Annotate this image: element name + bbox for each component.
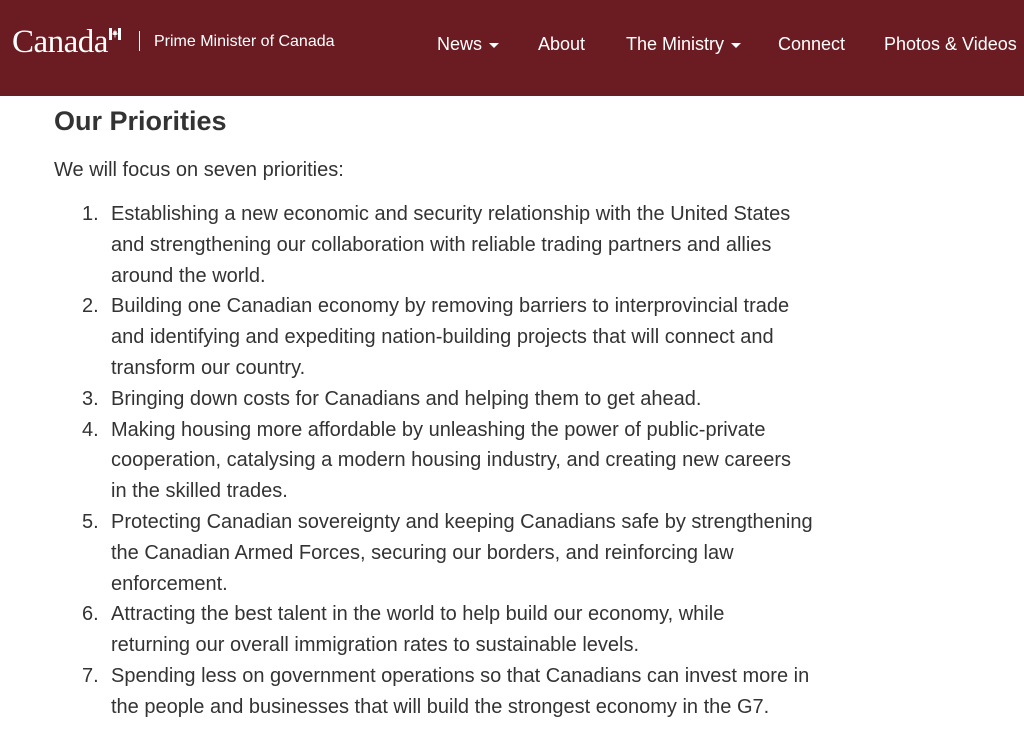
site-header (0, 0, 1024, 96)
priority-item (54, 507, 813, 599)
nav-item-label: About (538, 34, 586, 54)
priority-text-line: Bringing down costs for Canadians and helping them to get ahead. (111, 387, 702, 410)
priority-text-line: the Canadian Armed Forces, securing our borders, and reinforcing law (111, 541, 734, 564)
priority-text-line: Making housing more affordable by unleashing the power of public-private (111, 418, 766, 441)
site-title-link[interactable]: Prime Minister of Canada (154, 33, 335, 50)
nav-item-about[interactable] (538, 31, 585, 57)
header-divider (139, 31, 140, 51)
nav-item-label: Photos & Videos (884, 34, 1017, 54)
priority-number: 4. (82, 418, 99, 441)
priority-text-line: transform our country. (111, 356, 306, 379)
priority-number: 1. (82, 203, 99, 225)
wordmark-text: Canada (12, 24, 108, 60)
priority-number: 7. (82, 664, 99, 687)
nav-item-label: Connect (778, 34, 846, 54)
priority-item (54, 384, 813, 415)
priority-text-line: and identifying and expediting nation-building projects that will connect and (111, 326, 774, 349)
priority-text (111, 599, 813, 661)
priority-text (111, 661, 813, 723)
nav-item-label: The Ministry (626, 34, 725, 54)
priority-item (54, 661, 813, 723)
priority-text-line: around the world. (111, 264, 266, 287)
priority-text-line: Attracting the best talent in the world to help build our economy, while (111, 603, 725, 626)
canada-wordmark-logo[interactable] (12, 22, 121, 62)
priority-number: 6. (82, 603, 99, 626)
priority-text (111, 415, 813, 507)
page-title: Our Priorities (54, 106, 227, 136)
priority-text (111, 291, 813, 383)
priority-number: 5. (82, 510, 99, 533)
priority-item (54, 415, 813, 507)
intro-text: We will focus on seven priorities: (54, 159, 344, 181)
priority-text-line: cooperation, catalysing a modern housing industry, and creating new careers (111, 449, 792, 472)
priority-text (111, 199, 813, 291)
priority-text-line: Building one Canadian economy by removing barriers to interprovincial trade (111, 295, 790, 318)
priority-text-line: the people and businesses that will build the strongest economy in the G7. (111, 695, 770, 718)
nav-item-news[interactable] (437, 31, 499, 57)
nav-item-the-ministry[interactable] (626, 31, 741, 57)
priority-text-line: returning our overall immigration rates to sustainable levels. (111, 634, 640, 657)
priority-item (54, 599, 813, 661)
priority-item (54, 199, 813, 291)
priority-text (111, 384, 813, 415)
nav-item-label: News (437, 34, 483, 54)
maple-flag-icon (109, 28, 121, 40)
nav-item-connect[interactable] (778, 31, 845, 57)
priorities-list (54, 199, 813, 723)
priority-number: 2. (82, 295, 99, 318)
priority-item (54, 291, 813, 383)
priority-text-line: Establishing a new economic and security relationship with the United States (111, 203, 791, 225)
priority-text-line: Protecting Canadian sovereignty and keeping Canadians safe by strengthening (111, 510, 813, 533)
nav-item-photos-videos[interactable] (884, 31, 1024, 57)
priority-number: 3. (82, 387, 99, 410)
priority-text-line: enforcement. (111, 572, 228, 595)
priority-text-line: Spending less on government operations so that Canadians can invest more in (111, 664, 810, 687)
priority-text-line: and strengthening our collaboration with reliable trading partners and allies (111, 233, 772, 256)
caret-down-icon (731, 43, 741, 48)
priority-text (111, 507, 813, 599)
priority-text-line: in the skilled trades. (111, 480, 288, 503)
caret-down-icon (489, 43, 499, 48)
